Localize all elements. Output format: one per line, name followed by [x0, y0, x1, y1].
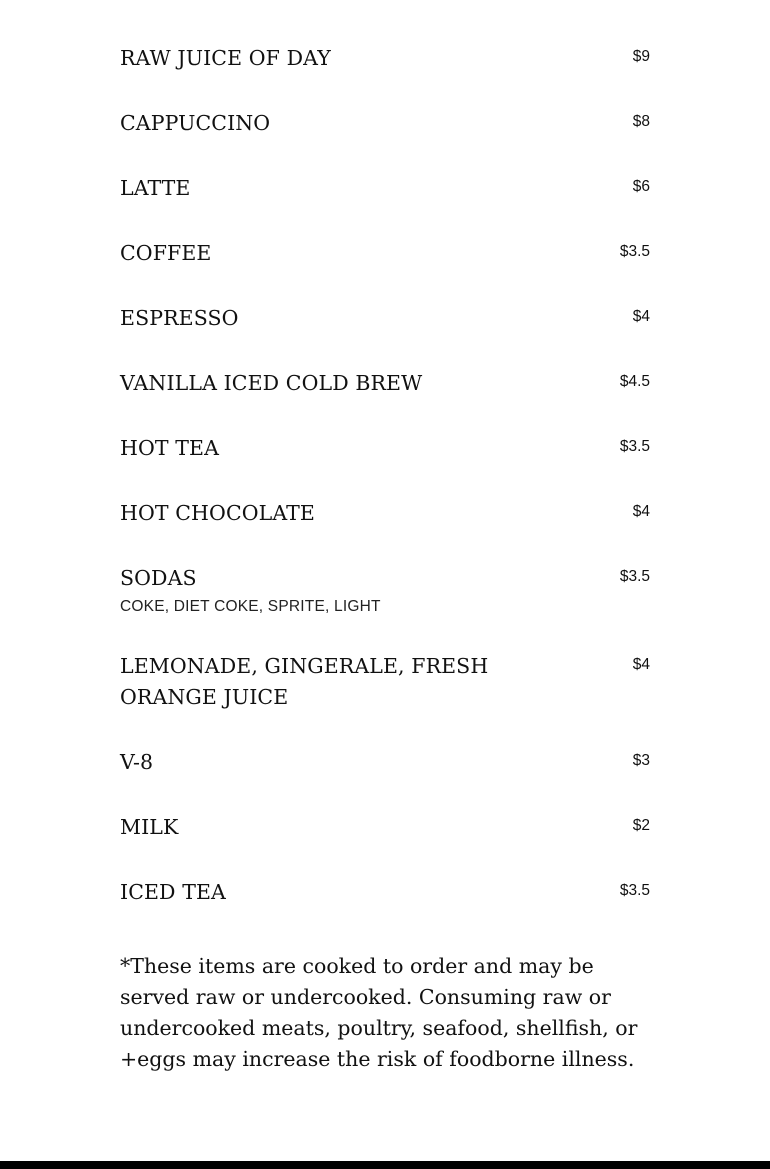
menu-item-price: $3.5	[619, 882, 650, 899]
menu-item-price: $2	[632, 817, 650, 834]
menu-item-price: $3.5	[619, 568, 650, 585]
menu-item-hot-chocolate	[120, 498, 650, 529]
menu-item-price: $3.5	[619, 438, 650, 455]
menu-item-description: COKE, DIET COKE, SPRITE, LIGHT	[120, 598, 381, 615]
menu-item-price: $9	[632, 48, 650, 65]
menu-item-vanilla-iced-cold-brew	[120, 368, 650, 399]
menu-item-name: LATTE	[120, 176, 191, 200]
menu-item-latte	[120, 173, 650, 204]
beverage-menu-list	[120, 43, 650, 942]
menu-item-name: VANILLA ICED COLD BREW	[120, 371, 423, 395]
food-safety-disclaimer: *These items are cooked to order and may be served raw or undercooked. Consuming raw or undercooked meats, poultry, seafood, shellfish, or +eggs may increase the risk of foodborne illness.	[120, 954, 638, 1071]
menu-item-name: COFFEE	[120, 241, 212, 265]
menu-item-cappuccino	[120, 108, 650, 139]
menu-item-lemonade-gingerale-orange-juice	[120, 651, 650, 713]
menu-item-name: ICED TEA	[120, 880, 226, 904]
menu-item-name: LEMONADE, GINGERALE, FRESH ORANGE JUICE	[120, 654, 489, 709]
menu-item-price: $3	[632, 752, 650, 769]
menu-item-hot-tea	[120, 433, 650, 464]
menu-item-name: HOT TEA	[120, 436, 220, 460]
menu-item-name: RAW JUICE OF DAY	[120, 46, 331, 70]
menu-item-name: V-8	[120, 750, 154, 774]
menu-item-name: HOT CHOCOLATE	[120, 501, 315, 525]
menu-item-v8	[120, 747, 650, 778]
menu-item-price: $4	[632, 503, 650, 520]
menu-item-name: CAPPUCCINO	[120, 111, 271, 135]
menu-item-sodas	[120, 563, 650, 617]
menu-item-price: $4	[632, 308, 650, 325]
menu-item-espresso	[120, 303, 650, 334]
menu-item-price: $4	[632, 656, 650, 673]
menu-item-iced-tea	[120, 877, 650, 908]
menu-item-raw-juice	[120, 43, 650, 74]
menu-item-price: $3.5	[619, 243, 650, 260]
menu-item-name: SODAS	[120, 566, 197, 590]
menu-item-name: ESPRESSO	[120, 306, 239, 330]
menu-item-name: MILK	[120, 815, 179, 839]
footer-divider-bar	[0, 1161, 770, 1169]
menu-item-coffee	[120, 238, 650, 269]
menu-item-price: $4.5	[619, 373, 650, 390]
menu-item-price: $8	[632, 113, 650, 130]
menu-item-price: $6	[632, 178, 650, 195]
menu-item-milk	[120, 812, 650, 843]
